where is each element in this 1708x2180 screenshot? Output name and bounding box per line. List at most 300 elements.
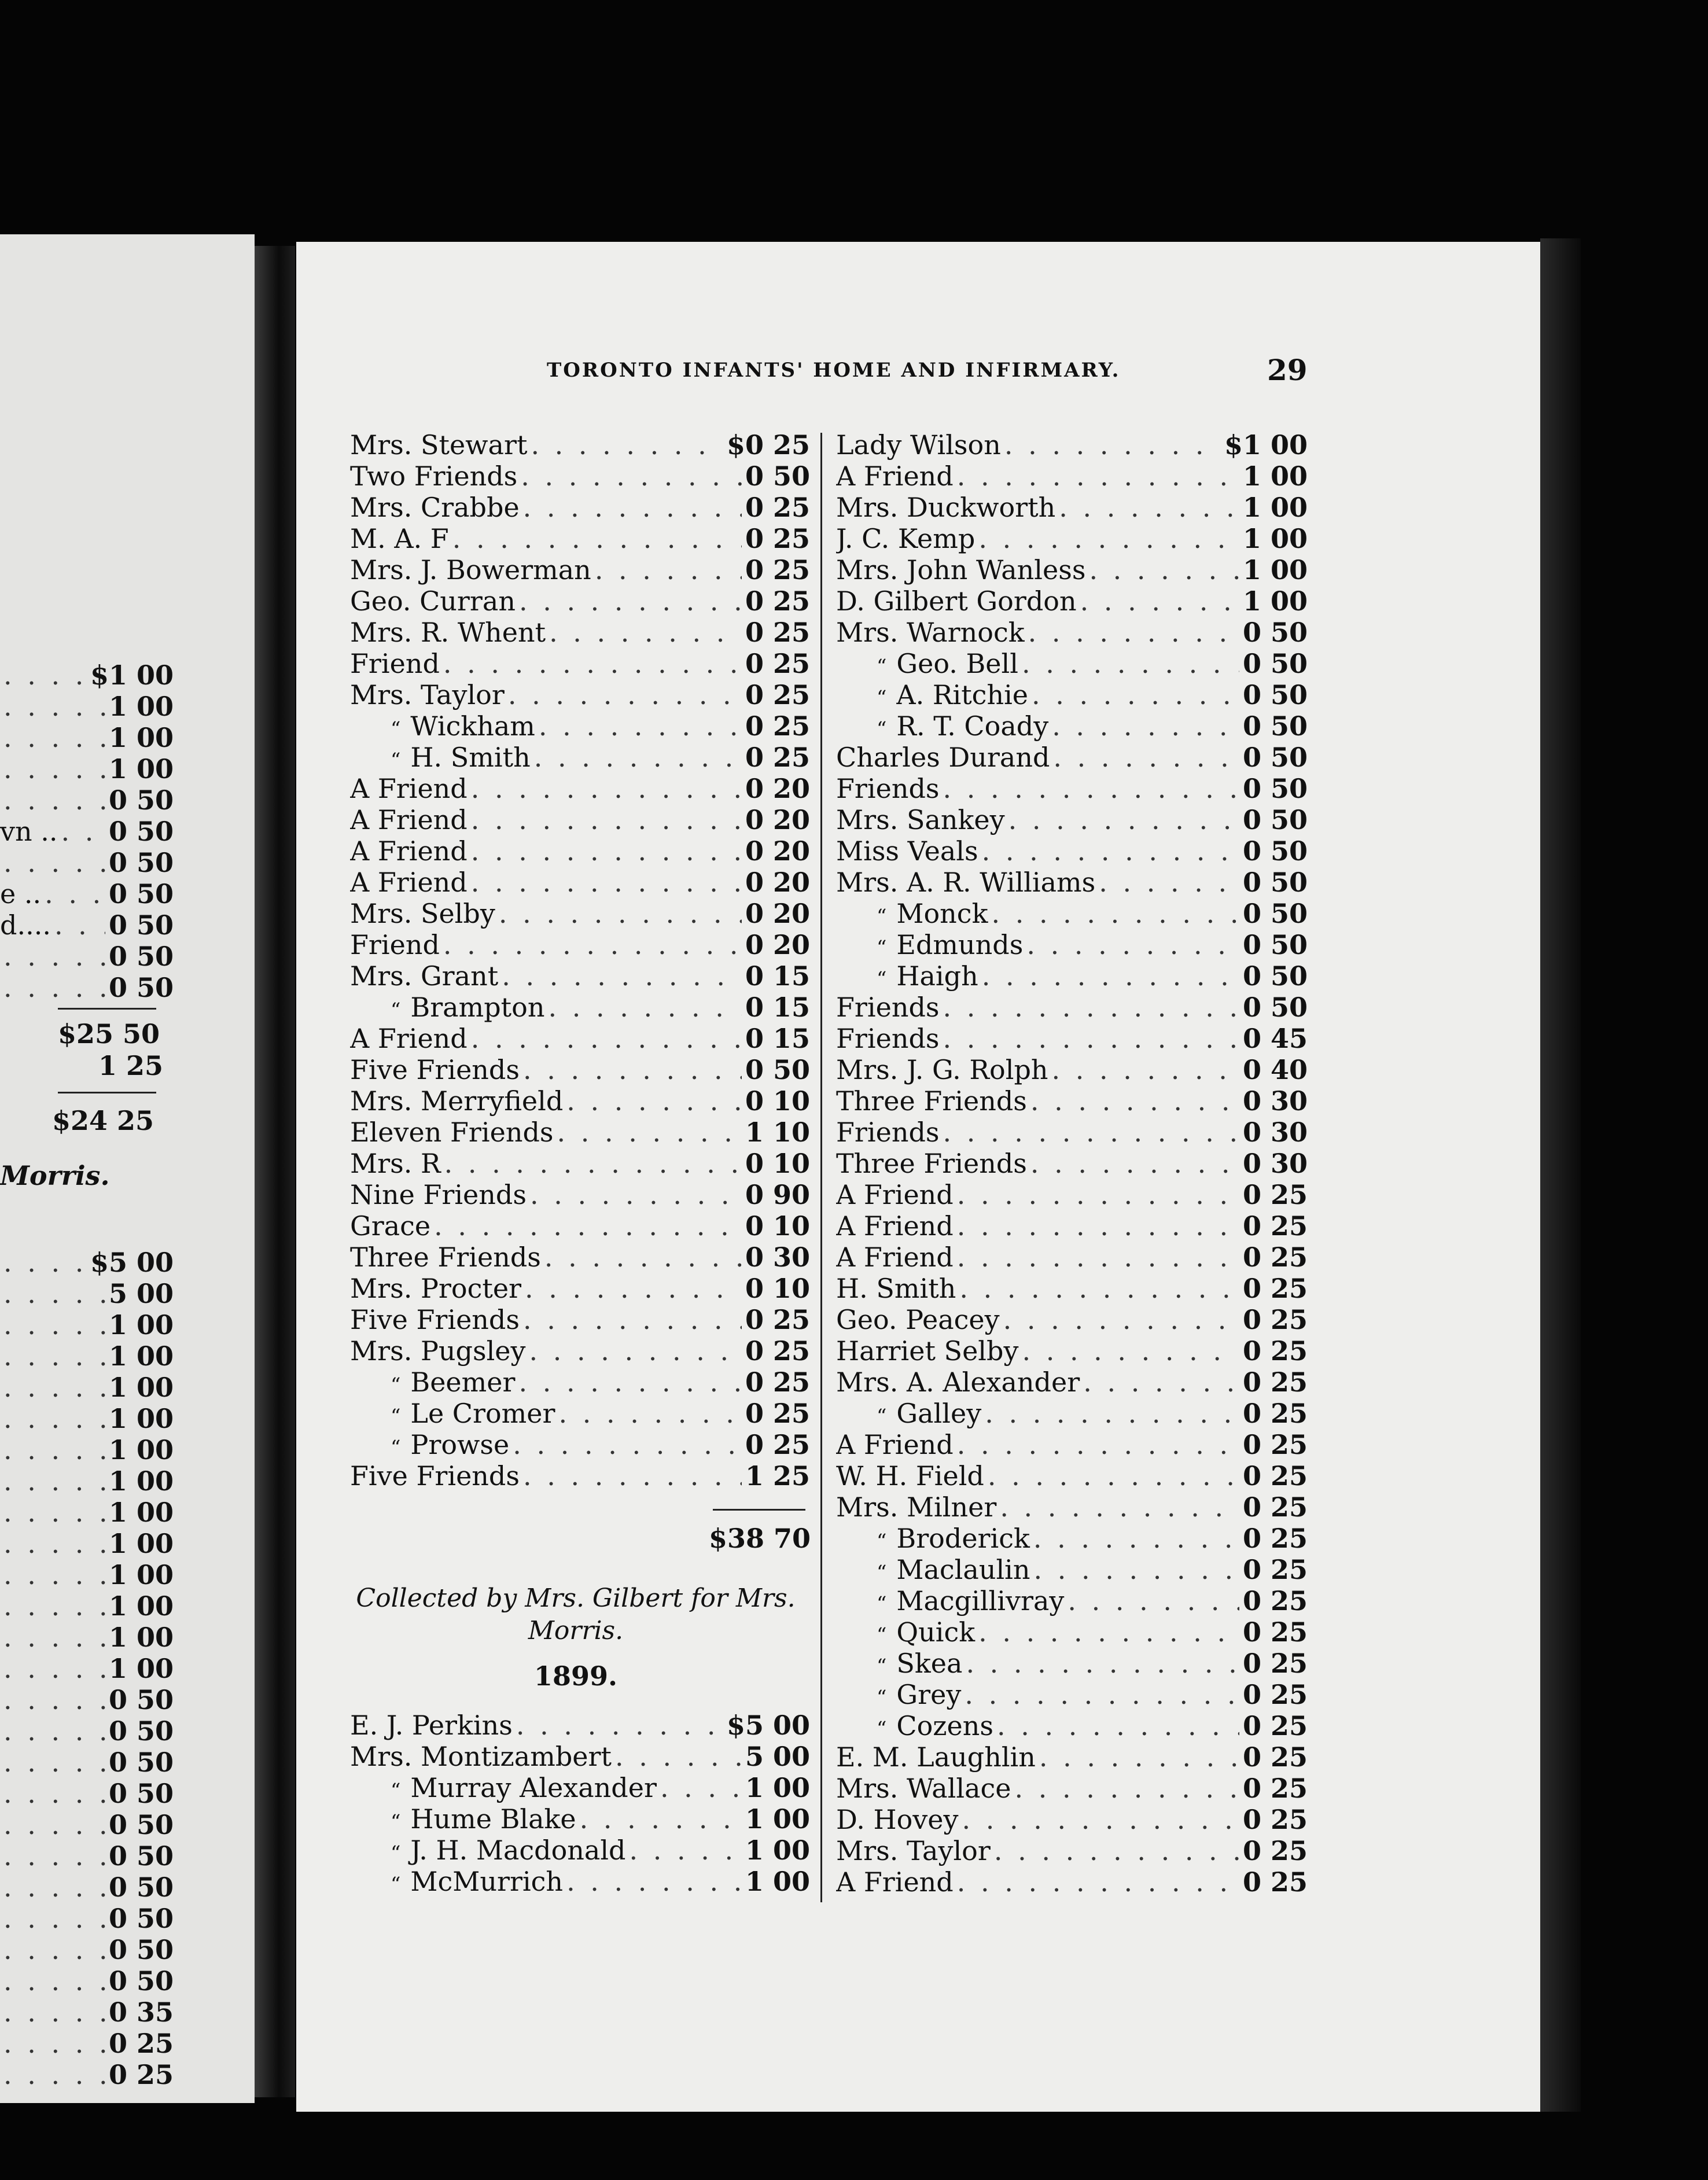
- dot-leader: [1068, 1585, 1239, 1616]
- dot-leader: [943, 1117, 1239, 1148]
- dot-leader: [3, 1309, 105, 1341]
- donor-name: “ Murray Alexander: [391, 1772, 657, 1803]
- donor-row: [350, 960, 810, 992]
- donation-amount: 0 25: [745, 492, 810, 523]
- dot-leader: [3, 1403, 105, 1434]
- donation-amount: 0 35: [108, 1997, 174, 2028]
- dot-leader: [1099, 867, 1239, 898]
- donor-row: [350, 867, 810, 898]
- fragment-row: [0, 1903, 174, 1934]
- donation-amount: 0 50: [108, 847, 174, 878]
- donor-name: Friend: [350, 648, 440, 679]
- donor-row: [836, 1429, 1308, 1460]
- fragment-row: [0, 1965, 174, 1997]
- dot-leader: [982, 960, 1239, 992]
- donation-amount: 0 20: [745, 773, 810, 804]
- column-a-total-rule: [713, 1509, 805, 1511]
- fragment-row: [0, 1528, 174, 1559]
- dot-leader: [3, 1590, 105, 1622]
- dot-leader: [471, 867, 742, 898]
- fragment-row: [0, 941, 174, 972]
- donor-name: Mrs. Merryfield: [350, 1085, 564, 1117]
- donation-amount: 1 00: [108, 1559, 174, 1590]
- dot-leader: [471, 835, 742, 867]
- donation-amount: 1 00: [745, 1835, 810, 1866]
- donor-list-1899: [350, 1710, 810, 1897]
- dot-leader: [3, 691, 105, 722]
- donation-amount: 0 25: [1242, 1429, 1308, 1460]
- donation-amount: 0 25: [745, 1429, 810, 1460]
- donation-amount: 0 25: [1242, 1460, 1308, 1492]
- fragment-row: [0, 1465, 174, 1497]
- donation-amount: 0 25: [1242, 1773, 1308, 1804]
- dot-leader: [1032, 679, 1239, 710]
- donation-amount: 0 50: [108, 972, 174, 1003]
- dot-leader: [1034, 1554, 1239, 1585]
- donation-amount: 1 00: [108, 1590, 174, 1622]
- dot-leader: [566, 1085, 742, 1117]
- dot-leader: [557, 1117, 742, 1148]
- donation-amount: 1 00: [108, 753, 174, 785]
- donor-row: [350, 1429, 810, 1460]
- donor-name: A Friend: [350, 867, 468, 898]
- donor-row: [350, 1179, 810, 1210]
- donation-amount: 0 50: [1242, 867, 1308, 898]
- donor-name: “ Geo. Bell: [877, 648, 1018, 679]
- donation-amount: 0 50: [108, 1840, 174, 1872]
- donor-row: [836, 710, 1308, 742]
- donation-amount: 0 50: [745, 1054, 810, 1085]
- fragment-row: [0, 1715, 174, 1747]
- donor-name: W. H. Field: [836, 1460, 984, 1492]
- dot-leader: [3, 1653, 105, 1684]
- donor-name: Mrs. Crabbe: [350, 492, 520, 523]
- fragment-row: [0, 785, 174, 816]
- donation-amount: 0 20: [745, 867, 810, 898]
- book-edge: [1540, 238, 1581, 2112]
- fragment-row: [0, 722, 174, 753]
- donor-name: Mrs. Taylor: [836, 1835, 991, 1866]
- left-deduction: 1 25: [98, 1050, 164, 1081]
- dot-leader: [3, 2059, 105, 2090]
- donation-amount: 0 50: [1242, 960, 1308, 992]
- fragment-row: [0, 1434, 174, 1465]
- donor-name: D. Hovey: [836, 1804, 959, 1835]
- donation-amount: 0 25: [1242, 1741, 1308, 1773]
- donor-row: [350, 585, 810, 617]
- dot-leader: [1003, 1304, 1239, 1335]
- donor-row: [350, 1866, 810, 1897]
- dot-leader: [580, 1803, 742, 1835]
- donor-name: Mrs. A. Alexander: [836, 1367, 1080, 1398]
- dot-leader: [3, 1747, 105, 1778]
- donor-row: [836, 1835, 1308, 1866]
- donation-amount: 1 00: [745, 1803, 810, 1835]
- donation-amount: 0 50: [1242, 929, 1308, 960]
- dot-leader: [518, 1367, 741, 1398]
- donor-row: [836, 1304, 1308, 1335]
- donation-amount: 1 00: [1242, 554, 1308, 585]
- donor-name: “ Grey: [877, 1679, 961, 1710]
- dot-leader: [3, 941, 105, 972]
- donor-row: [350, 835, 810, 867]
- left-total: $24 25: [52, 1105, 154, 1136]
- donor-row: [836, 867, 1308, 898]
- dot-leader: [991, 898, 1239, 929]
- fragment-row: [0, 1559, 174, 1590]
- donor-name: Friends: [836, 992, 940, 1023]
- donation-amount: $5 00: [90, 1247, 174, 1278]
- donor-row: [350, 992, 810, 1023]
- donor-row: [836, 1148, 1308, 1179]
- donation-amount: 1 00: [108, 691, 174, 722]
- donor-name: “ J. H. Macdonald: [391, 1835, 626, 1866]
- donation-amount: 1 00: [1242, 492, 1308, 523]
- dot-leader: [523, 492, 742, 523]
- donation-amount: 0 40: [1242, 1054, 1308, 1085]
- donor-name: Mrs. John Wanless: [836, 554, 1086, 585]
- donation-amount: 0 50: [108, 1684, 174, 1715]
- donor-name: “ Broderick: [877, 1523, 1030, 1554]
- donor-row: [836, 1242, 1308, 1273]
- donor-name: Eleven Friends: [350, 1117, 554, 1148]
- dot-leader: [1030, 1085, 1239, 1117]
- fragment-label: vn ..: [0, 816, 58, 847]
- dot-leader: [444, 1148, 742, 1179]
- left-subtotal-rule: [58, 1008, 156, 1010]
- donor-row: [836, 1398, 1308, 1429]
- donor-row: [836, 1523, 1308, 1554]
- fragment-row: [0, 1653, 174, 1684]
- dot-leader: [3, 1434, 105, 1465]
- dot-leader: [1014, 1773, 1239, 1804]
- dot-leader: [957, 1242, 1239, 1273]
- dot-leader: [566, 1866, 742, 1897]
- donor-row: [836, 554, 1308, 585]
- donation-amount: 0 50: [1242, 710, 1308, 742]
- donation-amount: 0 25: [1242, 1616, 1308, 1648]
- donation-amount: 0 25: [108, 2028, 174, 2059]
- donor-row: [350, 617, 810, 648]
- dot-leader: [1059, 492, 1239, 523]
- donation-amount: 0 50: [108, 878, 174, 909]
- donor-row: [836, 1554, 1308, 1585]
- donation-amount: 1 00: [108, 1497, 174, 1528]
- donor-row: [350, 1210, 810, 1242]
- dot-leader: [985, 1398, 1239, 1429]
- dot-leader: [595, 554, 742, 585]
- donor-row: [836, 1710, 1308, 1741]
- donor-name: H. Smith: [836, 1273, 956, 1304]
- dot-leader: [988, 1460, 1239, 1492]
- donor-name: Three Friends: [350, 1242, 541, 1273]
- left-total-rule: [58, 1092, 156, 1093]
- donation-amount: 0 50: [108, 1872, 174, 1903]
- dot-leader: [539, 710, 742, 742]
- dot-leader: [1026, 929, 1239, 960]
- donor-row: [836, 585, 1308, 617]
- fragment-row: [0, 878, 174, 909]
- donation-amount: 0 15: [745, 960, 810, 992]
- donor-column-b: [836, 429, 1308, 1898]
- donation-amount: 0 25: [108, 2059, 174, 2090]
- donation-amount: 1 00: [108, 1341, 174, 1372]
- donation-amount: 0 25: [1242, 1648, 1308, 1679]
- donor-row: [836, 1273, 1308, 1304]
- donation-amount: 1 00: [108, 1434, 174, 1465]
- donor-name: Mrs. R: [350, 1148, 441, 1179]
- donation-amount: 0 50: [108, 816, 174, 847]
- dot-leader: [966, 1648, 1239, 1679]
- fragment-row: [0, 1309, 174, 1341]
- dot-leader: [3, 1840, 105, 1872]
- donation-amount: 0 25: [745, 1398, 810, 1429]
- donor-name: “ H. Smith: [391, 742, 531, 773]
- dot-leader: [943, 1023, 1239, 1054]
- dot-leader: [61, 816, 105, 847]
- donation-amount: 0 25: [1242, 1804, 1308, 1835]
- donor-row: [350, 1085, 810, 1117]
- donor-row: [836, 679, 1308, 710]
- donor-name: “ Le Cromer: [391, 1398, 555, 1429]
- dot-leader: [525, 1273, 742, 1304]
- donation-amount: 0 50: [108, 909, 174, 941]
- donor-name: Lady Wilson: [836, 429, 1001, 461]
- donor-row: [836, 804, 1308, 835]
- dot-leader: [3, 1559, 105, 1590]
- dot-leader: [962, 1804, 1239, 1835]
- dot-leader: [1052, 710, 1239, 742]
- donation-amount: 0 30: [1242, 1085, 1308, 1117]
- dot-leader: [523, 1460, 742, 1492]
- year-heading: 1899.: [533, 1660, 618, 1692]
- donation-amount: 0 15: [745, 1023, 810, 1054]
- left-subtotal: $25 50: [58, 1018, 160, 1050]
- donor-row: [350, 773, 810, 804]
- fragment-row: [0, 1747, 174, 1778]
- donation-amount: 0 25: [745, 648, 810, 679]
- donor-row: [836, 617, 1308, 648]
- donation-amount: 1 00: [108, 1622, 174, 1653]
- donor-name: Geo. Curran: [350, 585, 516, 617]
- donation-amount: 0 25: [745, 1304, 810, 1335]
- fragment-label: d....: [0, 909, 51, 941]
- dot-leader: [523, 1054, 742, 1085]
- donor-row: [350, 1772, 810, 1803]
- donor-row: [350, 523, 810, 554]
- donation-amount: 1 25: [745, 1460, 810, 1492]
- donor-name: Mrs. J. Bowerman: [350, 554, 591, 585]
- dot-leader: [3, 1997, 105, 2028]
- dot-leader: [471, 1023, 742, 1054]
- donation-amount: 0 50: [108, 785, 174, 816]
- dot-leader: [3, 1809, 105, 1840]
- donation-amount: 0 25: [1242, 1866, 1308, 1898]
- dot-leader: [1028, 617, 1239, 648]
- donation-amount: 0 25: [1242, 1585, 1308, 1616]
- fragment-row: [0, 816, 174, 847]
- donor-name: “ Quick: [877, 1616, 975, 1648]
- dot-leader: [471, 804, 742, 835]
- donation-amount: 0 20: [745, 835, 810, 867]
- donor-row: [350, 461, 810, 492]
- donation-amount: $5 00: [726, 1710, 810, 1741]
- dot-leader: [3, 1372, 105, 1403]
- donor-name: A Friend: [836, 1210, 954, 1242]
- dot-leader: [1022, 648, 1239, 679]
- dot-leader: [957, 1866, 1239, 1898]
- donor-name: Five Friends: [350, 1304, 520, 1335]
- dot-leader: [982, 835, 1239, 867]
- fragment-row: [0, 1403, 174, 1434]
- donor-row: [350, 1335, 810, 1367]
- donor-name: A Friend: [836, 1866, 954, 1898]
- donor-name: Mrs. Grant: [350, 960, 499, 992]
- dot-leader: [443, 929, 742, 960]
- donor-column-a: [350, 429, 810, 1492]
- donor-row: [836, 898, 1308, 929]
- dot-leader: [549, 617, 742, 648]
- dot-leader: [3, 1872, 105, 1903]
- donation-amount: 0 50: [108, 1903, 174, 1934]
- donation-amount: 0 25: [1242, 1679, 1308, 1710]
- donation-amount: 0 50: [108, 1965, 174, 1997]
- donor-name: A Friend: [836, 1242, 954, 1273]
- donor-row: [836, 1460, 1308, 1492]
- dot-leader: [3, 1778, 105, 1809]
- donor-name: Grace: [350, 1210, 431, 1242]
- donor-name: “ Cozens: [877, 1710, 993, 1741]
- donation-amount: 1 00: [1242, 523, 1308, 554]
- dot-leader: [3, 847, 105, 878]
- column-divider: [820, 433, 822, 1902]
- dot-leader: [508, 679, 742, 710]
- dot-leader: [544, 1242, 742, 1273]
- donation-amount: 0 20: [745, 929, 810, 960]
- page-number: 29: [1267, 353, 1308, 387]
- donation-amount: 0 25: [1242, 1710, 1308, 1741]
- fragment-row: [0, 1590, 174, 1622]
- donor-name: Mrs. Milner: [836, 1492, 997, 1523]
- donor-row: [836, 523, 1308, 554]
- donor-row: [350, 1273, 810, 1304]
- donation-amount: 0 50: [1242, 617, 1308, 648]
- donation-amount: 1 10: [745, 1117, 810, 1148]
- donation-amount: 0 90: [745, 1179, 810, 1210]
- donation-amount: 0 25: [745, 1367, 810, 1398]
- dot-leader: [530, 1179, 742, 1210]
- donation-amount: 0 25: [745, 710, 810, 742]
- dot-leader: [1039, 1741, 1239, 1773]
- donor-name: A Friend: [836, 1429, 954, 1460]
- donor-name: “ Haigh: [877, 960, 978, 992]
- donor-name: Mrs. J. G. Rolph: [836, 1054, 1048, 1085]
- dot-leader: [502, 960, 742, 992]
- donor-name: Charles Durand: [836, 742, 1050, 773]
- dot-leader: [1052, 1054, 1239, 1085]
- dot-leader: [630, 1835, 742, 1866]
- donation-amount: 0 25: [1242, 1398, 1308, 1429]
- dot-leader: [3, 1684, 105, 1715]
- donor-name: A Friend: [836, 461, 954, 492]
- donation-amount: 0 50: [745, 461, 810, 492]
- fragment-row: [0, 1934, 174, 1965]
- donation-amount: 0 50: [1242, 898, 1308, 929]
- fragment-row: [0, 753, 174, 785]
- donor-name: J. C. Kemp: [836, 523, 976, 554]
- donation-amount: 0 25: [745, 742, 810, 773]
- donation-amount: 0 45: [1242, 1023, 1308, 1054]
- donor-row: [836, 492, 1308, 523]
- donation-amount: 1 00: [108, 1465, 174, 1497]
- dot-leader: [3, 1934, 105, 1965]
- donor-row: [350, 1148, 810, 1179]
- dot-leader: [1033, 1523, 1239, 1554]
- donor-name: Three Friends: [836, 1148, 1027, 1179]
- dot-leader: [523, 1304, 742, 1335]
- donation-amount: 0 10: [745, 1148, 810, 1179]
- donation-amount: 1 00: [108, 1653, 174, 1684]
- dot-leader: [519, 585, 742, 617]
- donation-amount: 1 00: [745, 1772, 810, 1803]
- dot-leader: [943, 992, 1239, 1023]
- donor-name: “ Wickham: [391, 710, 535, 742]
- donor-name: A Friend: [350, 1023, 468, 1054]
- donor-name: Mrs. Procter: [350, 1273, 522, 1304]
- donation-amount: 0 20: [745, 898, 810, 929]
- donation-amount: 0 50: [108, 1778, 174, 1809]
- dot-leader: [3, 1622, 105, 1653]
- dot-leader: [45, 878, 105, 909]
- dot-leader: [965, 1679, 1239, 1710]
- dot-leader: [3, 2028, 105, 2059]
- dot-leader: [516, 1710, 723, 1741]
- donor-row: [836, 1085, 1308, 1117]
- donation-amount: 0 50: [1242, 742, 1308, 773]
- donor-row: [836, 1054, 1308, 1085]
- dot-leader: [54, 909, 105, 941]
- donor-row: [836, 1179, 1308, 1210]
- dot-leader: [1089, 554, 1239, 585]
- donor-name: Mrs. A. R. Williams: [836, 867, 1096, 898]
- dot-leader: [529, 1335, 742, 1367]
- book-spine: [255, 246, 295, 2097]
- donor-row: [836, 960, 1308, 992]
- donation-amount: 5 00: [108, 1278, 174, 1309]
- donor-row: [836, 1616, 1308, 1648]
- donation-amount: 0 50: [108, 941, 174, 972]
- dot-leader: [1080, 585, 1239, 617]
- dot-leader: [660, 1772, 742, 1803]
- dot-leader: [3, 1965, 105, 1997]
- donation-amount: 0 25: [745, 523, 810, 554]
- donation-amount: 0 25: [1242, 1554, 1308, 1585]
- donation-amount: 0 50: [1242, 804, 1308, 835]
- donor-row: [350, 1304, 810, 1335]
- donor-row: [836, 1866, 1308, 1898]
- donation-amount: 0 25: [1242, 1835, 1308, 1866]
- donor-row: [350, 429, 810, 461]
- donor-row: [350, 1054, 810, 1085]
- dot-leader: [3, 785, 105, 816]
- donor-name: Mrs. Wallace: [836, 1773, 1011, 1804]
- fragment-row: [0, 2028, 174, 2059]
- left-fragment-bottom-list: [0, 1247, 174, 2090]
- donation-amount: 0 25: [1242, 1335, 1308, 1367]
- dot-leader: [3, 1465, 105, 1497]
- donation-amount: 1 00: [1242, 461, 1308, 492]
- donation-amount: 0 25: [745, 617, 810, 648]
